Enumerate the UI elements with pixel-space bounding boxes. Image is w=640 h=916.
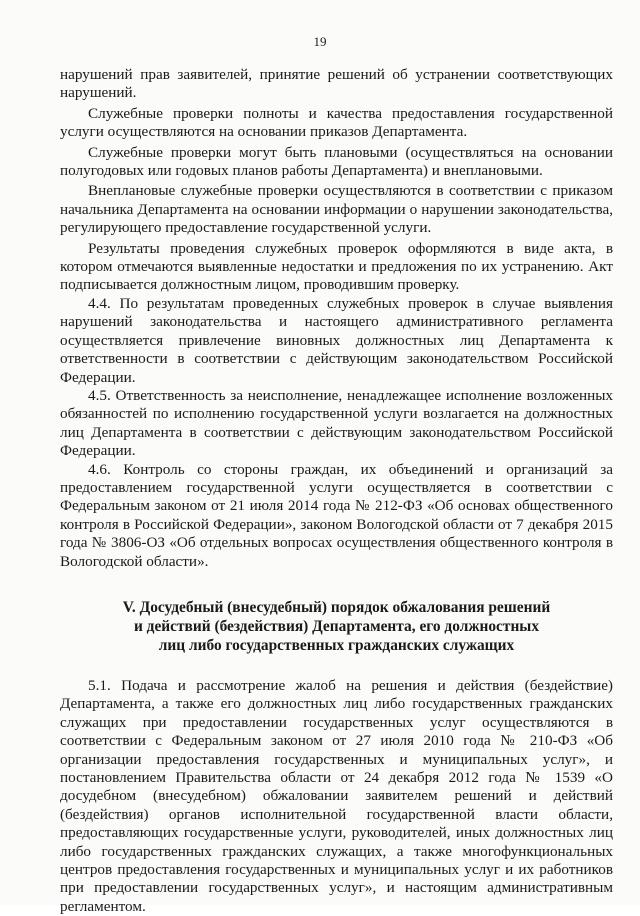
document-body [60, 66, 613, 916]
paragraph-4-4: 4.4. По результатам проведенных служебных проверок в случае выявления нарушений законодательства и настоящего административного регламента осуществляется привлечение виновных должностных лиц Департамента к ответственности в соответствии с действующим законодательством Российской Федерации. [60, 294, 613, 386]
paragraph-service-checks-types: Служебные проверки могут быть плановыми (осуществляться на основании полугодовых или годовых планов работы Департамента) и внеплановыми. [60, 143, 613, 180]
section-heading-line: V. Досудебный (внесудебный) порядок обжалования решений [122, 598, 551, 616]
section-heading-line: лиц либо государственных гражданских служащих [158, 636, 515, 654]
paragraph-4-5: 4.5. Ответственность за неисполнение, ненадлежащее исполнение возложенных обязанностей по исполнению государственной услуги возлагается на должностных лиц Департамента в соответствии с действующим законодательством Российской Федерации. [60, 386, 613, 460]
paragraph-4-6: 4.6. Контроль со стороны граждан, их объединений и организаций за предоставлением государственной услуги осуществляется в соответствии с Федеральным законом от 21 июля 2014 года № 212-ФЗ «Об основах общественного контроля в Российской Федерации», законом Вологодской области от 7 декабря 2015 года № 3806-ОЗ «Об отдельных вопросах осуществления общественного контроля в Вологодской области». [60, 460, 613, 570]
section-heading [60, 598, 613, 655]
paragraph-5-1: 5.1. Подача и рассмотрение жалоб на решения и действия (бездействие) Департамента, а также его должностных лиц либо государственных гражданских служащих при предоставлении государственных услуг осуществляются в соответствии с Федеральным законом от 27 июля 2010 года № 210-ФЗ «Об организации предоставления государственных и муниципальных услуг», и постановлением Правительства области от 24 декабря 2012 года № 1539 «О досудебном (внесудебном) обжаловании заявителем решений и действий (бездействия) органов исполнительной государственной власти области, предоставляющих государственные услуги, руководителей, иных должностных лиц либо государственных гражданских служащих, а также многофункциональных центров предоставления государственных и муниципальных услуг и их работников при предоставлении государственных услуг», и настоящим административным регламентом. [60, 676, 613, 915]
paragraph-continuation: нарушений прав заявителей, принятие решений об устранении соответствующих нарушений. [60, 66, 613, 102]
paragraph-service-checks-basis: Служебные проверки полноты и качества предоставления государственной услуги осуществляются на основании приказов Департамента. [60, 104, 613, 141]
paragraph-unscheduled-checks: Внеплановые служебные проверки осуществляются в соответствии с приказом начальника Департамента на основании информации о нарушении законодательства, регулирующего предоставление государственной услуги. [60, 182, 613, 237]
page-number: 19 [313, 34, 327, 49]
section-heading-line: и действий (бездействия) Департамента, его должностных [133, 617, 540, 635]
paragraph-check-results: Результаты проведения служебных проверок оформляются в виде акта, в котором отмечаются выявленные недостатки и предложения по их устранению. Акт подписывается должностным лицом, проводившим проверку. [60, 239, 613, 294]
